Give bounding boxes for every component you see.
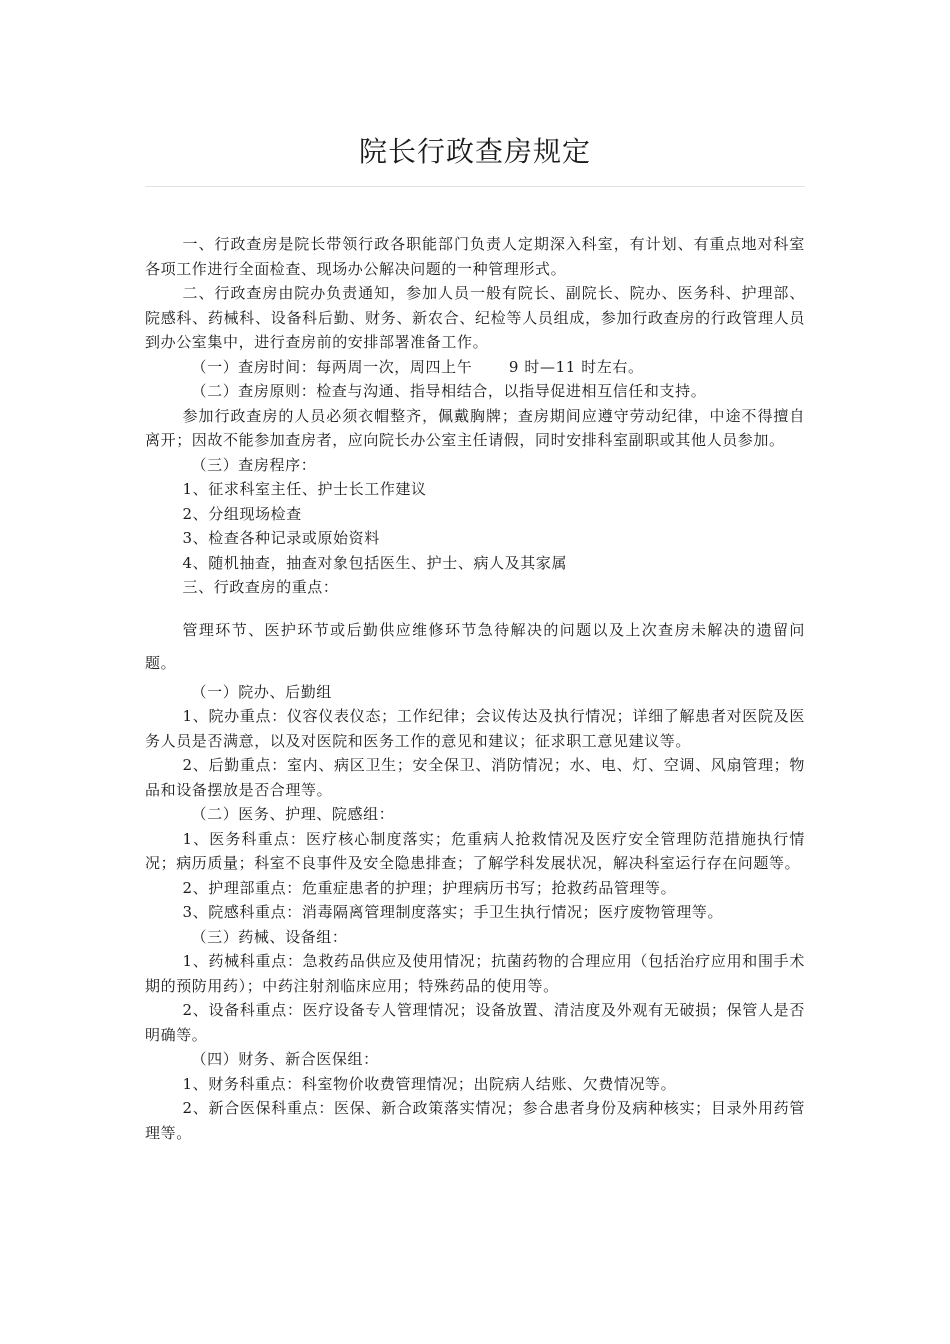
paragraph-medical: 1、医务科重点：医疗核心制度落实；危重病人抢救情况及医疗安全管理防范措施执行情况；病历质量；科室不良事件及安全隐患排查；了解学科发展状况，解决科室运行存在问题等。 bbox=[145, 829, 805, 872]
paragraph-logistics: 2、后勤重点：室内、病区卫生；安全保卫、消防情况；水、电、灯、空调、风扇管理；物品和设备摆放是否合理等。 bbox=[145, 756, 805, 799]
paragraph-equipment: 2、设备科重点：医疗设备专人管理情况；设备放置、清洁度及外观有无破损；保管人是否明确等。 bbox=[145, 1001, 805, 1044]
group-heading-4: （四）财务、新合医保组： bbox=[191, 1050, 379, 1068]
paragraph-focus: 管理环节、医护环节或后勤供应维修环节急待解决的问题以及上次查房未解决的遗留问题。 bbox=[145, 620, 805, 672]
paragraph-infection: 3、院感科重点：消毒隔离管理制度落实；手卫生执行情况；医疗废物管理等。 bbox=[182, 903, 724, 921]
list-item-2: 2、分组现场检查 bbox=[182, 504, 302, 523]
document-title: 院长行政查房规定 bbox=[358, 135, 591, 168]
paragraph-4: （二）查房原则：检查与沟通、指导相结合，以指导促进相互信任和支持。 bbox=[191, 382, 707, 400]
list-item-1: 1、征求科室主任、护士长工作建议 bbox=[182, 480, 427, 498]
document-body bbox=[145, 232, 805, 1145]
group-heading-1: （一）院办、后勤组 bbox=[191, 682, 332, 701]
paragraph-nursing: 2、护理部重点：危重症患者的护理；护理病历书写；抢救药品管理等。 bbox=[182, 878, 677, 897]
group-heading-2: （二）医务、护理、院感组： bbox=[191, 805, 395, 823]
paragraph-finance: 1、财务科重点：科室物价收费管理情况；出院病人结账、欠费情况等。 bbox=[182, 1074, 677, 1093]
section-heading-3: 三、行政查房的重点： bbox=[182, 578, 339, 596]
title-divider bbox=[145, 186, 805, 187]
paragraph-pharmacy: 1、药械科重点：急救药品供应及使用情况；抗菌药物的合理应用（包括治疗应用和围手术期的预防用药）；中药注射剂临床应用；特殊药品的使用等。 bbox=[145, 952, 805, 995]
paragraph-2: 二、行政查房由院办负责通知，参加人员一般有院长、副院长、院办、医务科、护理部、院感科、药械科、设备科后勤、财务、新农合、纪检等人员组成，参加行政查房的行政管理人员到办公室集中，进行查房前的安排部署准备工作。 bbox=[145, 284, 805, 351]
paragraph-5: 参加行政查房的人员必须衣帽整齐，佩戴胸牌；查房期间应遵守劳动纪律，中途不得擅自离开；因故不能参加查房者，应向院长办公室主任请假，同时安排科室副职或其他人员参加。 bbox=[145, 406, 805, 449]
paragraph-3: （一）查房时间：每两周一次，周四上午 9 时—11 时左右。 bbox=[191, 357, 644, 376]
list-item-3: 3、检查各种记录或原始资料 bbox=[182, 529, 380, 547]
list-item-4: 4、随机抽查，抽查对象包括医生、护士、病人及其家属 bbox=[182, 553, 568, 572]
paragraph-1: 一、行政查房是院长带领行政各职能部门负责人定期深入科室，有计划、有重点地对科室各项工作进行全面检查、现场办公解决问题的一种管理形式。 bbox=[145, 235, 805, 278]
paragraph-6: （三）查房程序： bbox=[191, 455, 317, 474]
paragraph-insurance: 2、新合医保科重点：医保、新合政策落实情况；参合患者身份及病种核实；目录外用药管理等。 bbox=[145, 1099, 805, 1142]
paragraph-office: 1、院办重点：仪容仪表仪态；工作纪律；会议传达及执行情况；详细了解患者对医院及医务人员是否满意，以及对医院和医务工作的意见和建议；征求职工意见建议等。 bbox=[145, 707, 805, 750]
group-heading-3: （三）药械、设备组： bbox=[191, 927, 348, 946]
